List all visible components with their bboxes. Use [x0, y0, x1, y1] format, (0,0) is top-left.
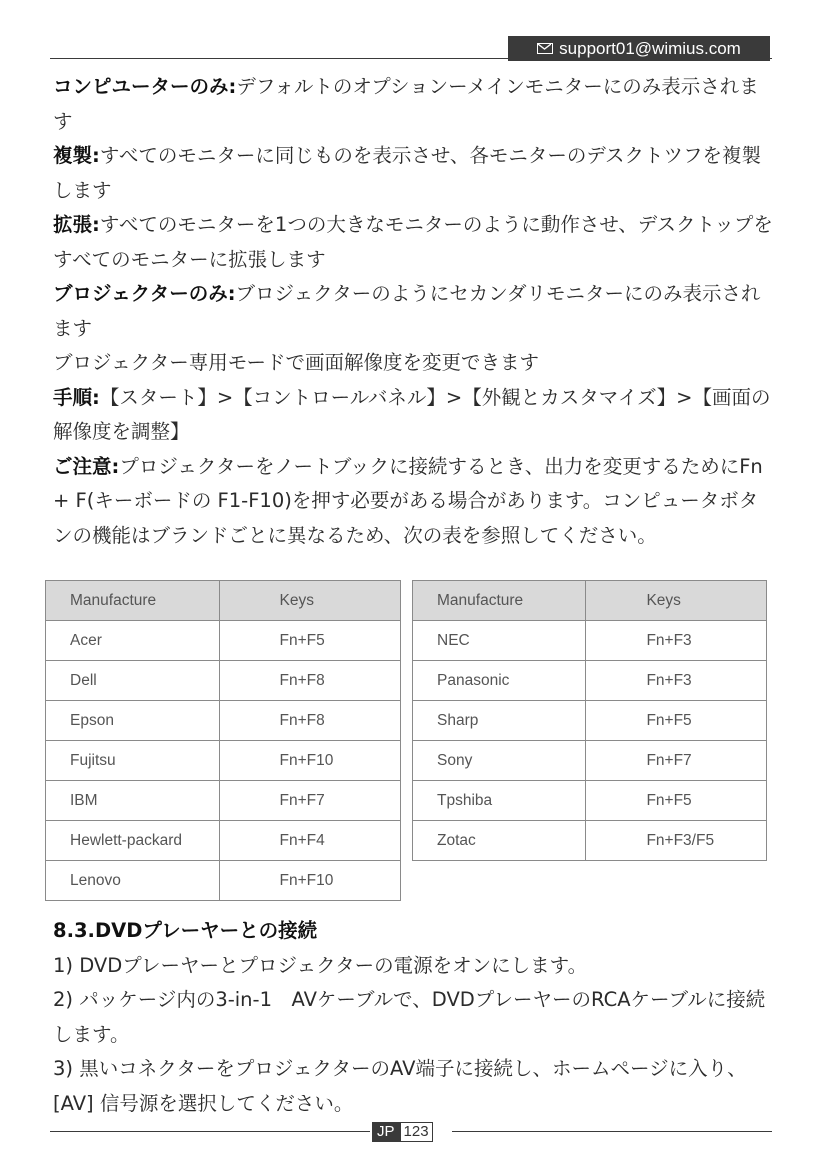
keys-cell: Fn+F3 [586, 621, 767, 661]
manufacturer-cell: Zotac [413, 821, 586, 861]
paragraph-label: コンピユーターのみ: [53, 75, 237, 98]
table-row [413, 661, 767, 701]
table-row [46, 661, 401, 701]
paragraph-note [53, 450, 775, 554]
manufacturer-cell: Dell [46, 661, 220, 701]
keys-cell: Fn+F7 [586, 741, 767, 781]
column-header-keys: Keys [219, 581, 400, 621]
support-email: support01@wimius.com [559, 39, 741, 58]
step-item: 2) パッケージ内の3-in-1 AVケーブルで、DVDプレーヤーのRCAケーブルに接続します。 [53, 988, 766, 1046]
table-row [413, 701, 767, 741]
manufacturer-cell: Fujitsu [46, 741, 220, 781]
support-email-tab[interactable] [508, 36, 770, 61]
manufacturer-cell: Tpshiba [413, 781, 586, 821]
manufacturer-cell: Sharp [413, 701, 586, 741]
keys-cell: Fn+F3/F5 [586, 821, 767, 861]
paragraph-label: 手順: [53, 385, 100, 409]
step-item: 3) 黒いコネクターをプロジェクターのAV端子に接続し、ホームページに入り、[AV] 信号源を選択してください。 [53, 1057, 747, 1115]
keys-cell: Fn+F10 [219, 861, 400, 901]
table-row [46, 621, 401, 661]
table-header-row [413, 581, 767, 621]
table-header-row [46, 581, 401, 621]
paragraph-text: デフォルトのオプションーメインモニターにのみ表示されます [53, 75, 759, 133]
footer-rule-right [452, 1131, 772, 1132]
paragraph-label: ご注意: [53, 454, 120, 478]
table-row [46, 781, 401, 821]
dvd-connection-section [53, 914, 775, 1121]
section-title: 8.3.DVDプレーヤーとの接続 [53, 919, 318, 942]
table-row [413, 621, 767, 661]
paragraph-resolution [53, 346, 775, 381]
table-row [46, 861, 401, 901]
keys-cell: Fn+F5 [586, 781, 767, 821]
table-row [46, 701, 401, 741]
keys-cell: Fn+F5 [586, 701, 767, 741]
paragraph-text: ブロジェクターのようにセカンダリモニターにのみ表示されます [53, 282, 761, 340]
footer-rule-left [50, 1131, 370, 1132]
table-row [413, 781, 767, 821]
table-row [413, 821, 767, 861]
column-header-manufacture: Manufacture [46, 581, 220, 621]
keys-cell: Fn+F10 [219, 741, 400, 781]
paragraph-label: ブロジェクターのみ: [53, 282, 236, 305]
hotkey-table-left [45, 580, 401, 901]
paragraph-text: プロジェクターをノートブックに接続するとき、出力を変更するためにFn + F(キーボードの F1-F10)を押す必要がある場合があります。コンピュータボタンの機能はブランドごとに異なるため、次の表を参照してください。 [53, 454, 763, 547]
paragraph-computer-only [53, 70, 775, 139]
keys-cell: Fn+F8 [219, 661, 400, 701]
page-number: 123 [400, 1122, 433, 1142]
paragraph-duplicate [53, 139, 775, 208]
manufacturer-cell: Acer [46, 621, 220, 661]
keys-cell: Fn+F4 [219, 821, 400, 861]
manufacturer-cell: Epson [46, 701, 220, 741]
paragraph-label: 複製: [53, 144, 100, 167]
table-row [46, 821, 401, 861]
paragraph-text: すべてのモニターを1つの大きなモニターのように動作させ、デスクトップをすべてのモニターに拡張します [53, 213, 773, 271]
step-item: 1) DVDプレーヤーとプロジェクターの電源をオンにします。 [53, 953, 588, 977]
keys-cell: Fn+F8 [219, 701, 400, 741]
paragraph-text: すべてのモニターに同じものを表示させ、各モニターのデスクトツフを複製します [53, 144, 762, 202]
manufacturer-cell: Sony [413, 741, 586, 781]
keys-cell: Fn+F7 [219, 781, 400, 821]
paragraph-projector-only [53, 277, 775, 346]
column-header-keys: Keys [586, 581, 767, 621]
language-badge: JP [372, 1122, 400, 1142]
keys-cell: Fn+F3 [586, 661, 767, 701]
mail-icon [537, 43, 553, 54]
paragraph-text: ブロジェクター専用モードで画面解像度を変更できます [53, 351, 539, 374]
manufacturer-cell: IBM [46, 781, 220, 821]
manufacturer-cell: Panasonic [413, 661, 586, 701]
manufacturer-cell: Lenovo [46, 861, 220, 901]
paragraph-label: 拡張: [53, 213, 100, 236]
paragraph-extend [53, 208, 775, 277]
column-header-manufacture: Manufacture [413, 581, 586, 621]
paragraph-steps [53, 381, 775, 450]
page-number-label [372, 1122, 433, 1142]
body-text [53, 70, 775, 553]
table-row [413, 741, 767, 781]
manufacturer-cell: Hewlett-packard [46, 821, 220, 861]
keys-cell: Fn+F5 [219, 621, 400, 661]
table-row [46, 741, 401, 781]
paragraph-text: 【スタート】>【コントロールバネル】>【外観とカスタマイズ】>【画面の解像度を調整】 [53, 385, 771, 443]
manufacturer-cell: NEC [413, 621, 586, 661]
hotkey-table-right [412, 580, 767, 861]
